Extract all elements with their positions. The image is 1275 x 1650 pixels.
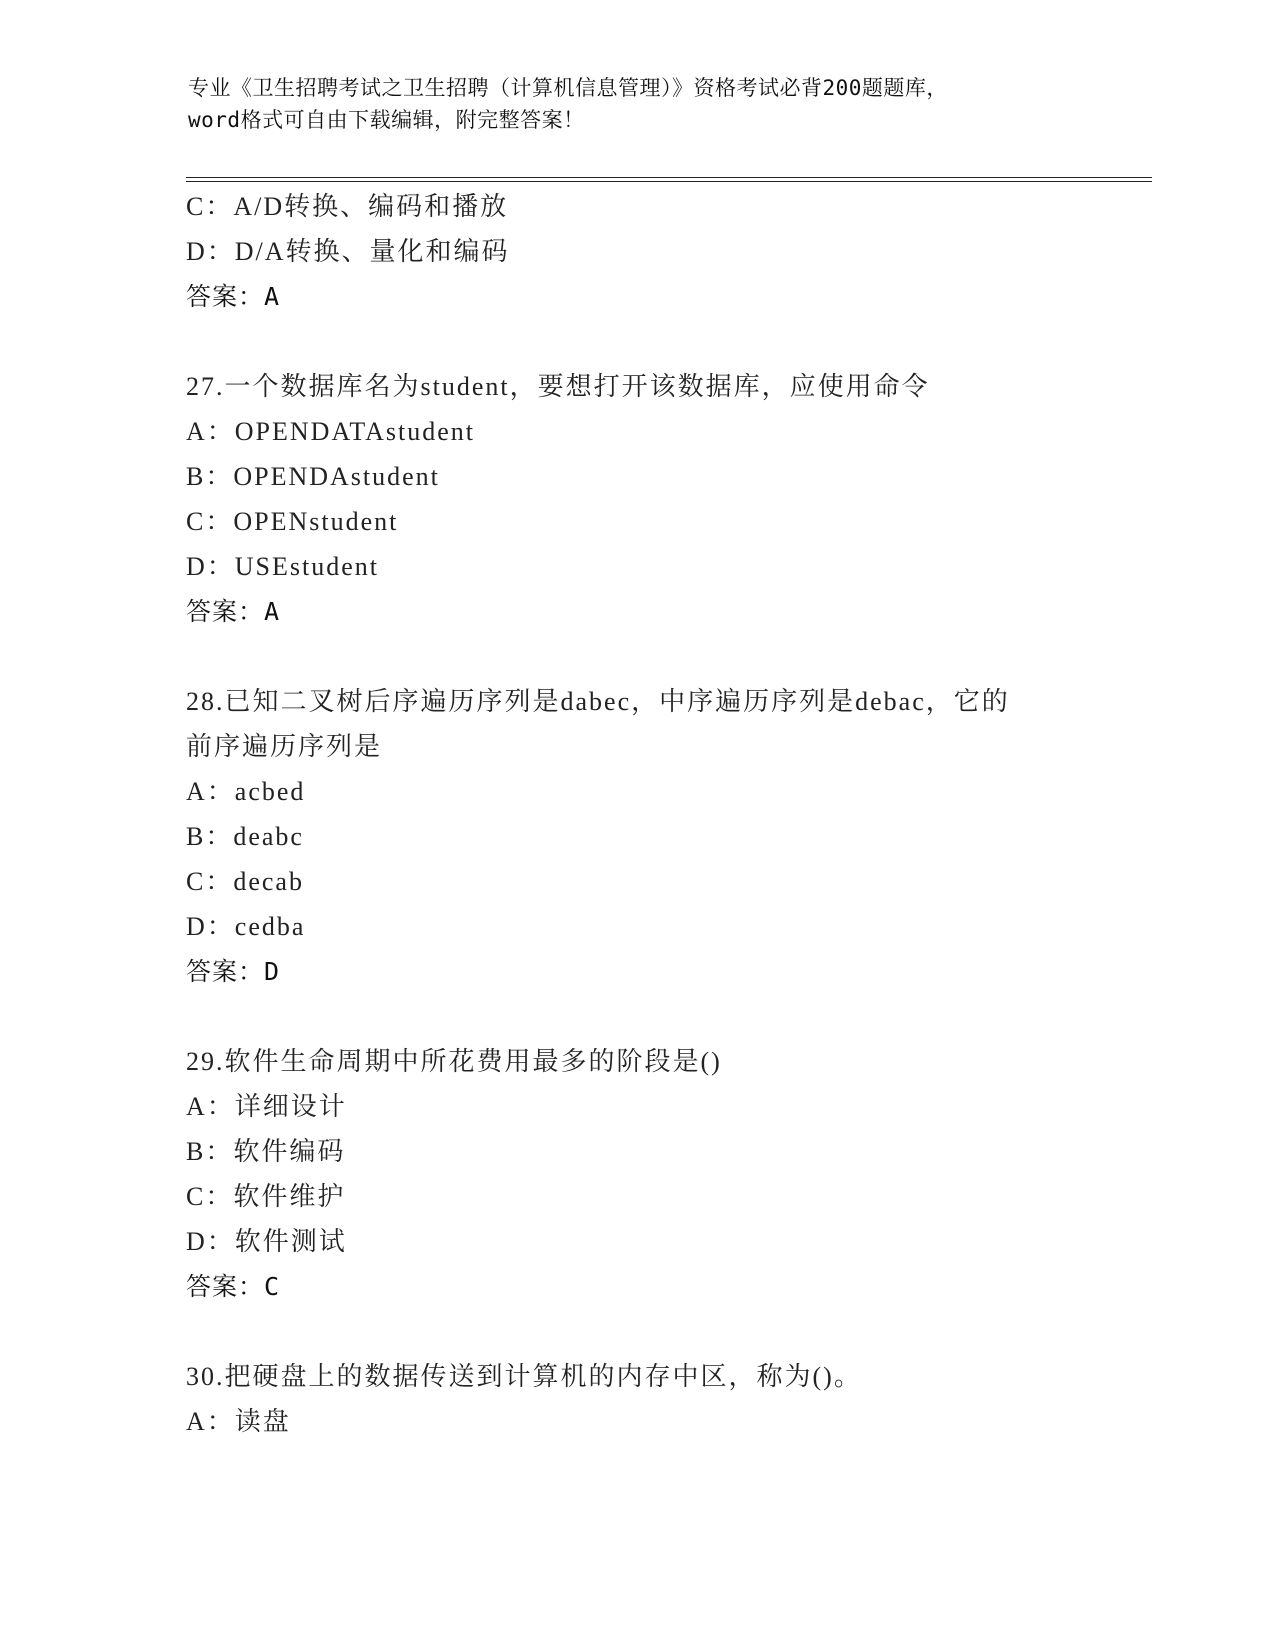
q28-option-d: D：cedba bbox=[186, 912, 306, 941]
q28-question-line-2: 前序遍历序列是 bbox=[186, 732, 383, 761]
q29-option-a: A：详细设计 bbox=[186, 1092, 347, 1121]
q27-option-a: A：OPENDATAstudent bbox=[186, 417, 476, 446]
header-line-2: word格式可自由下载编辑，附完整答案！ bbox=[188, 108, 585, 132]
q28-option-b: B：deabc bbox=[186, 822, 304, 851]
q27-option-d: D：USEstudent bbox=[186, 552, 380, 581]
document-header bbox=[188, 72, 1088, 136]
q28-option-a: A：acbed bbox=[186, 777, 306, 806]
q26-option-c: C：A/D转换、编码和播放 bbox=[186, 192, 509, 221]
q26-answer: 答案：A bbox=[186, 282, 281, 311]
q27-option-c: C：OPENstudent bbox=[186, 507, 399, 536]
header-line-1: 专业《卫生招聘考试之卫生招聘（计算机信息管理）》资格考试必背200题题库， bbox=[188, 76, 948, 100]
q30-option-a: A：读盘 bbox=[186, 1407, 291, 1436]
q29-question: 29.软件生命周期中所花费用最多的阶段是() bbox=[186, 1047, 722, 1076]
q28-answer: 答案：D bbox=[186, 957, 281, 986]
q26-option-d: D：D/A转换、量化和编码 bbox=[186, 237, 510, 266]
header-divider-top bbox=[186, 177, 1152, 178]
q28-question-line-1: 28.已知二叉树后序遍历序列是dabec，中序遍历序列是debac，它的 bbox=[186, 687, 1010, 716]
q27-question: 27.一个数据库名为student，要想打开该数据库，应使用命令 bbox=[186, 372, 930, 401]
q29-answer: 答案：C bbox=[186, 1272, 281, 1301]
q27-answer: 答案：A bbox=[186, 597, 281, 626]
q29-option-b: B：软件编码 bbox=[186, 1137, 346, 1166]
q30-question: 30.把硬盘上的数据传送到计算机的内存中区，称为()。 bbox=[186, 1362, 862, 1391]
q28-option-c: C：decab bbox=[186, 867, 304, 896]
header-divider-bottom bbox=[186, 181, 1152, 182]
q27-option-b: B：OPENDAstudent bbox=[186, 462, 440, 491]
q29-option-c: C：软件维护 bbox=[186, 1182, 346, 1211]
q29-option-d: D：软件测试 bbox=[186, 1227, 347, 1256]
